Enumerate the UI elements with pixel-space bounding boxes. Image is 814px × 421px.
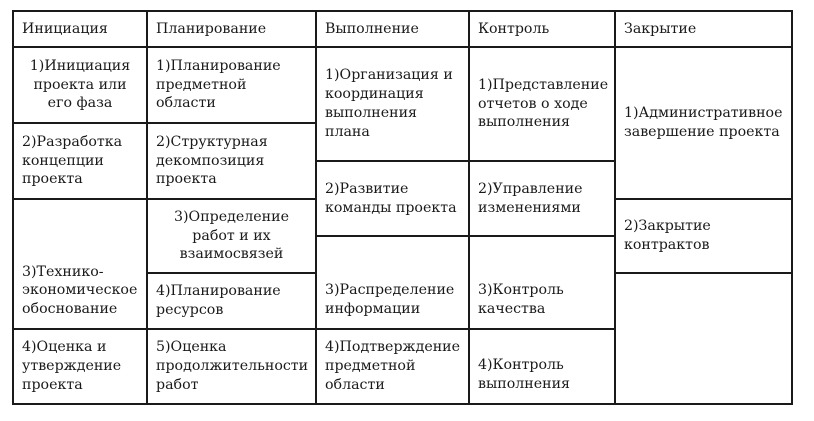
execution-item-4: 4)Подтверждение предметной области: [315, 328, 470, 405]
control-item-4: 4)Контроль выполнения: [468, 328, 616, 405]
initiation-item-1: 1)Инициация проекта или его фаза: [12, 46, 148, 124]
planning-item-2: 2)Структурная декомпозиция проекта: [146, 122, 317, 200]
header-control: Контроль: [468, 10, 616, 48]
closing-item-1: 1)Административное завершение проекта: [614, 46, 793, 200]
initiation-item-2: 2)Разработка концепции проекта: [12, 122, 148, 200]
control-item-3: 3)Контроль качества: [468, 235, 616, 330]
execution-item-2: 2)Развитие команды проекта: [315, 160, 470, 237]
closing-empty-cell: [614, 272, 793, 405]
header-initiation: Инициация: [12, 10, 148, 48]
header-execution: Выполнение: [315, 10, 470, 48]
project-phases-table: [13, 11, 794, 406]
closing-item-2: 2)Закрытие контрактов: [614, 198, 793, 274]
control-item-1: 1)Представление отчетов о ходе выполнения: [468, 46, 616, 162]
execution-item-3: 3)Распределение информации: [315, 235, 470, 330]
planning-item-3: 3)Определение работ и их взаимосвязей: [146, 198, 317, 274]
control-item-2: 2)Управление изменениями: [468, 160, 616, 237]
planning-item-5: 5)Оценка продолжительности работ: [146, 328, 317, 405]
initiation-item-4: 4)Оценка и утверждение проекта: [12, 328, 148, 405]
header-planning: Планирование: [146, 10, 317, 48]
initiation-item-3: 3)Технико- экономическое обоснование: [12, 198, 148, 330]
planning-item-4: 4)Планирование ресурсов: [146, 272, 317, 330]
execution-item-1: 1)Организация и координация выполнения плана: [315, 46, 470, 162]
header-closing: Закрытие: [614, 10, 793, 48]
planning-item-1: 1)Планирование предметной области: [146, 46, 317, 124]
